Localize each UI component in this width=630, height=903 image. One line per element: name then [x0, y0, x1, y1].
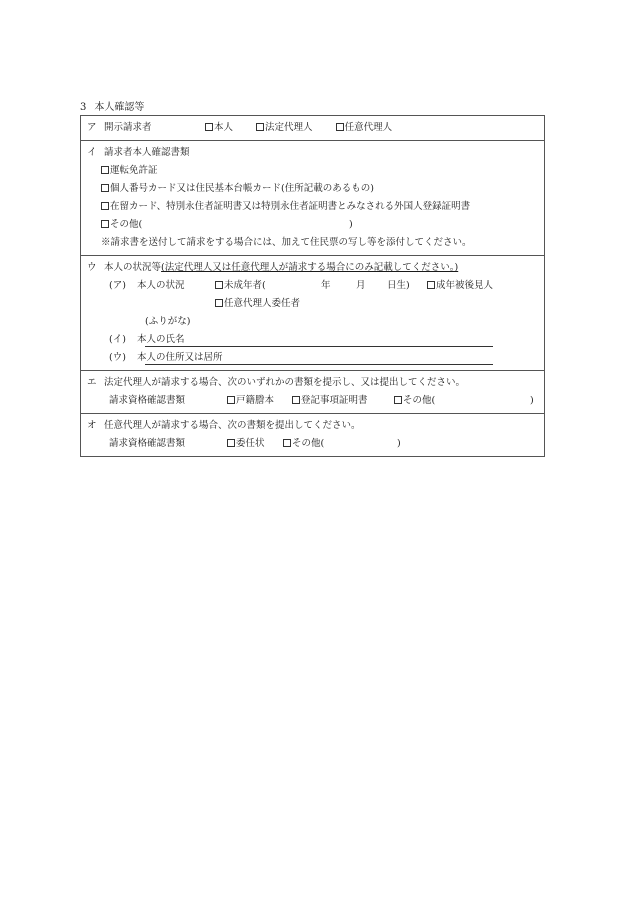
- status-mark: (ア): [109, 280, 126, 291]
- mail-note: ※請求書を送付して請求をする場合には、加えて住民票の写し等を添付してください。: [101, 237, 472, 248]
- requester-label: 開示請求者: [104, 122, 152, 133]
- section-id-documents: [81, 140, 544, 255]
- principal-status-note: (法定代理人又は任意代理人が請求する場合にのみ記載してください。): [161, 262, 459, 273]
- checkbox-family-register[interactable]: 戸籍謄本: [227, 392, 274, 410]
- section-mark: イ: [87, 147, 97, 158]
- name-input-line[interactable]: [145, 346, 493, 347]
- checkbox-residence-card[interactable]: 在留カード、特別永住者証明書又は特別永住者証明書とみなされる外国人登録証明書: [87, 198, 544, 216]
- checkbox-other-id[interactable]: その他( ): [87, 216, 544, 234]
- checkbox-adult-ward[interactable]: 成年被後見人: [427, 277, 493, 295]
- section-principal-status: [81, 255, 544, 370]
- section-mark: オ: [87, 420, 97, 431]
- section-mark: ア: [87, 122, 97, 133]
- checkbox-legal-agent[interactable]: 法定代理人: [256, 122, 313, 133]
- address-mark: (ウ): [109, 352, 126, 363]
- other-close: ): [397, 438, 401, 449]
- section-title: 本人確認等: [94, 102, 145, 113]
- section-requester: [81, 116, 544, 140]
- legal-agent-instruction: 法定代理人が請求する場合、次のいずれかの書類を提示し、又は提出してください。: [104, 377, 466, 388]
- year-label: 年: [321, 280, 331, 291]
- address-label: 本人の住所又は居所: [136, 352, 223, 363]
- furigana-label: (ふりがな): [145, 316, 191, 327]
- checkbox-delegator[interactable]: 任意代理人委任者: [215, 295, 300, 313]
- checkbox-other-legal[interactable]: その他(: [394, 392, 435, 410]
- voluntary-agent-instruction: 任意代理人が請求する場合、次の書類を提出してください。: [104, 420, 361, 431]
- checkbox-drivers-license[interactable]: 運転免許証: [87, 162, 544, 180]
- checkbox-my-number-card[interactable]: 個人番号カード又は住民基本台帳カード(住所記載のあるもの): [87, 180, 544, 198]
- address-input-line[interactable]: [145, 364, 493, 365]
- checkbox-voluntary-agent[interactable]: 任意代理人: [336, 122, 393, 133]
- checkbox-other-voluntary[interactable]: その他(: [283, 435, 324, 453]
- name-label: 本人の氏名: [136, 334, 185, 345]
- qualification-docs-label: 請求資格確認書類: [109, 395, 186, 406]
- section-mark: エ: [87, 377, 97, 388]
- principal-status-label: 本人の状況等: [104, 262, 162, 273]
- checkbox-registry-certificate[interactable]: 登記事項証明書: [292, 392, 368, 410]
- checkbox-minor[interactable]: 未成年者(: [215, 277, 266, 295]
- month-label: 月: [356, 280, 366, 291]
- birth-label: 日生): [387, 280, 410, 291]
- identity-form-table: [80, 115, 545, 457]
- status-label: 本人の状況: [136, 280, 185, 291]
- section-legal-agent-docs: [81, 370, 544, 413]
- section-voluntary-agent-docs: [81, 413, 544, 456]
- checkbox-principal[interactable]: 本人: [205, 122, 233, 133]
- section-heading: [80, 98, 144, 113]
- name-mark: (イ): [109, 334, 126, 345]
- qualification-docs-label: 請求資格確認書類: [109, 438, 186, 449]
- section-mark: ウ: [87, 262, 97, 273]
- other-close: ): [530, 395, 534, 406]
- id-documents-label: 請求者本人確認書類: [104, 147, 190, 158]
- checkbox-power-of-attorney[interactable]: 委任状: [227, 435, 265, 453]
- section-number: 3: [80, 102, 87, 113]
